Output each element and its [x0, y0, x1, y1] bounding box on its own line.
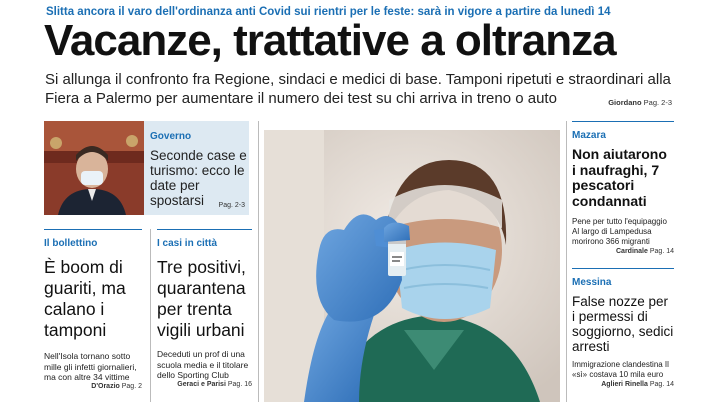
mazara-page: Pag. 14 [649, 248, 674, 255]
column-divider [150, 229, 151, 402]
main-headline[interactable]: Vacanze, trattative a oltranza [44, 16, 616, 65]
casi-body: Deceduti un prof di una scuola media e il titolare dello Sporting Club [157, 349, 249, 380]
mazara-title[interactable]: Non aiutarono i naufraghi, 7 pescatori condannati [572, 146, 667, 209]
mazara-byline [572, 248, 674, 255]
mazara-author: Cardinale [616, 248, 648, 255]
subheadline: Si allunga il confronto fra Regione, sindaci e medici di base. Tamponi ripetuti e straordinari alla Fiera a Palermo per aumentare il numero dei test su chi arriva in treno o auto [45, 71, 671, 107]
mazara-body: Pene per tutto l'equipaggio Al largo di Lampedusa morirono 366 migranti [572, 217, 667, 246]
casi-page: Pag. 16 [227, 380, 252, 388]
subhead-author: Giordano [608, 98, 642, 107]
divider [572, 121, 674, 122]
bollettino-title[interactable]: È boom di guariti, ma calano i tamponi [44, 257, 126, 340]
casi-byline [157, 381, 252, 388]
bollettino-body: Nell'Isola tornano sotto mille gli infetti giornalieri, ma con altre 34 vittime [44, 351, 137, 382]
subhead-page: Pag. 2-3 [643, 98, 672, 107]
messina-page: Pag. 14 [649, 381, 674, 388]
casi-section: I casi in città [157, 238, 218, 249]
governo-title[interactable]: Seconde case e turismo: ecco le date per spostarsi [150, 148, 247, 208]
mazara-section: Mazara [572, 130, 606, 141]
messina-byline [572, 381, 674, 388]
messina-author: Aglieri Rinella [601, 381, 648, 388]
bollettino-byline [44, 383, 142, 390]
governo-page: Pag. 2-3 [218, 202, 245, 209]
casi-title[interactable]: Tre positivi, quarantena per trenta vigili urbani [157, 257, 246, 340]
messina-title[interactable]: False nozze per i permessi di soggiorno, sedici arresti [572, 294, 674, 354]
divider [572, 268, 674, 269]
bollettino-page: Pag. 2 [121, 382, 142, 390]
messina-body: Immigrazione clandestina Il «sì» costava 10 mila euro [572, 360, 669, 379]
column-divider [566, 121, 567, 402]
mazara-article[interactable] [572, 121, 674, 255]
politician-photo [44, 121, 144, 215]
bollettino-section: Il bollettino [44, 238, 98, 249]
bollettino-article[interactable] [44, 229, 142, 390]
messina-section: Messina [572, 277, 612, 288]
vaccine-photo [264, 130, 560, 402]
bollettino-author: D'Orazio [91, 382, 120, 390]
divider [157, 229, 252, 230]
casi-author: Geraci e Parisi [177, 380, 226, 388]
messina-article[interactable] [572, 268, 674, 388]
divider [44, 229, 142, 230]
kicker: Slitta ancora il varo dell'ordinanza anti Covid sui rientri per le feste: sarà in vigore a partire da lunedì 14 [46, 6, 611, 18]
subhead-byline [608, 98, 672, 107]
casi-article[interactable] [157, 229, 252, 388]
column-divider [258, 121, 259, 402]
governo-box[interactable] [44, 121, 249, 215]
governo-section: Governo [150, 131, 192, 142]
